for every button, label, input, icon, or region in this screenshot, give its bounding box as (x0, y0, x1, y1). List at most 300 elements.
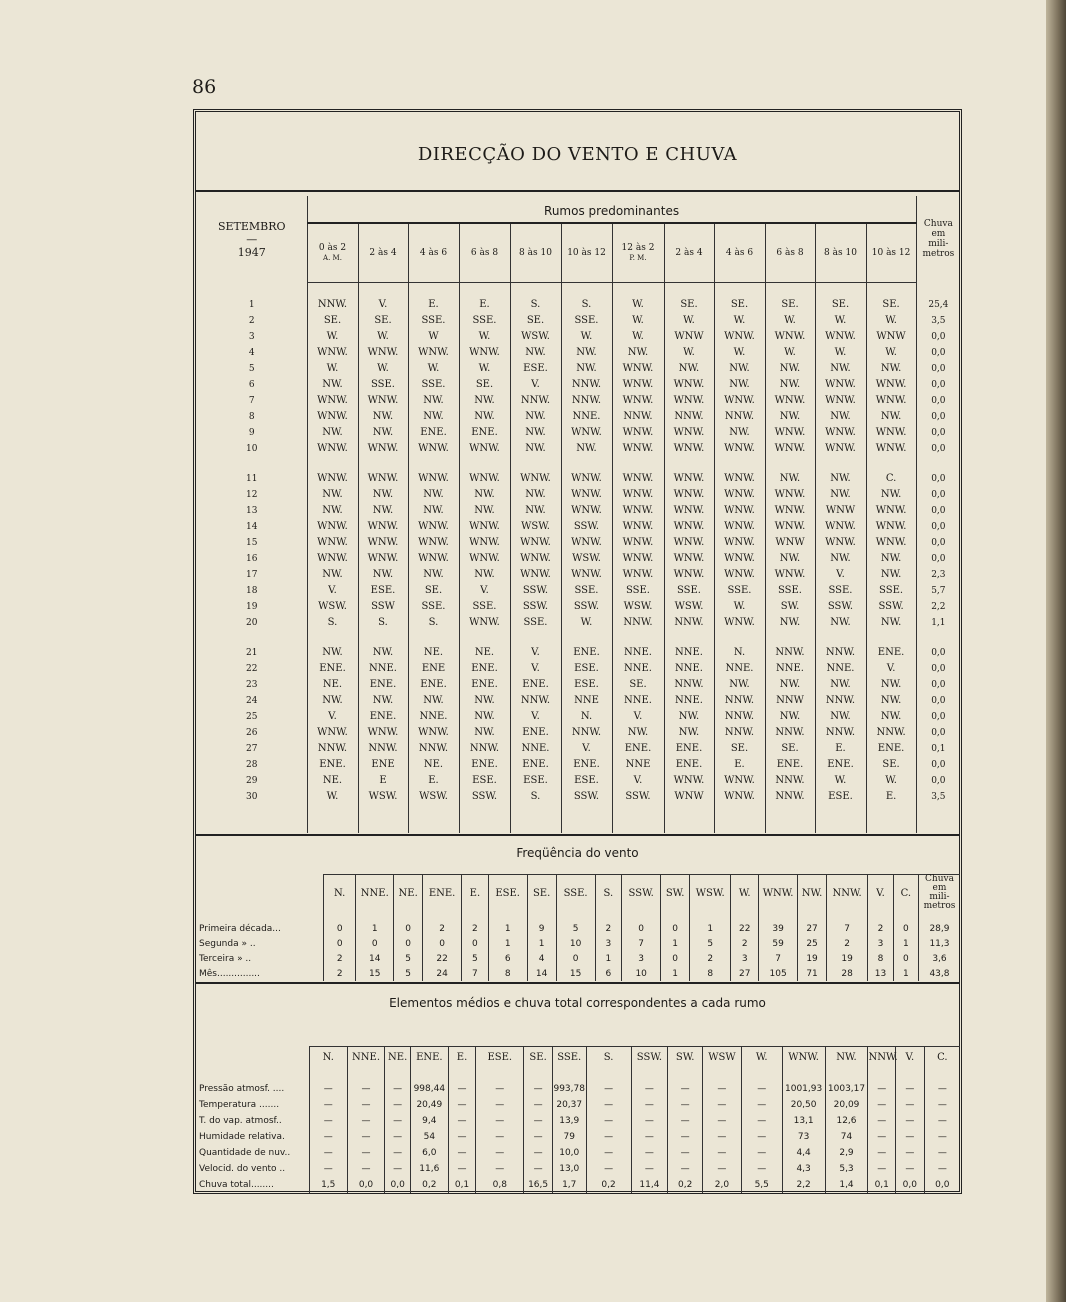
wind-direction-cell: V. (459, 583, 510, 599)
hour-header-row (197, 223, 960, 283)
hour-header (510, 223, 561, 283)
wind-direction-cell: WNW. (612, 487, 664, 503)
wind-direction-cell: ESE. (815, 789, 866, 805)
elem-cell: — (741, 1129, 782, 1145)
elem-cell: — (631, 1145, 668, 1161)
elem-cell: — (631, 1081, 668, 1097)
row-label: Mês............... (199, 968, 260, 979)
elem-cell: — (309, 1097, 347, 1113)
freq-cell: 15 (556, 966, 595, 981)
elem-cell: — (741, 1145, 782, 1161)
frequency-body (197, 911, 960, 981)
elem-column-header: WSW (703, 1047, 742, 1068)
row-label: T. do vap. atmosf.. (199, 1116, 282, 1126)
wind-direction-cell: W. (815, 345, 866, 361)
wind-direction-cell: WNW. (408, 471, 459, 487)
frequency-title: Freqüência do vento (516, 846, 639, 860)
wind-direction-cell: WNW. (815, 393, 866, 409)
elem-cell: — (476, 1081, 524, 1097)
freq-column-header: SSW. (622, 875, 661, 912)
rain-cell: 2,2 (916, 599, 960, 615)
spacer-cell (731, 911, 759, 921)
wind-direction-cell: NE. (408, 757, 459, 773)
freq-cell: 0 (324, 921, 356, 936)
table-row (197, 966, 960, 981)
day-number: 25 (246, 712, 258, 722)
table-row (197, 615, 960, 631)
wind-direction-cell: WNW. (459, 345, 510, 361)
spacer-cell (459, 631, 510, 645)
elem-cell: — (896, 1113, 925, 1129)
wind-direction-cell: WNW. (664, 471, 714, 487)
freq-cell: 0 (394, 936, 423, 951)
spacer-cell (423, 911, 462, 921)
elem-cell: — (631, 1129, 668, 1145)
spacer-cell (668, 1067, 703, 1081)
elem-cell: — (896, 1145, 925, 1161)
spacer-cell (561, 283, 612, 298)
wind-direction-cell: V. (866, 661, 916, 677)
elem-column-header: ESE. (476, 1047, 524, 1068)
freq-cell: 5 (394, 966, 423, 981)
elem-cell: 6,0 (410, 1145, 448, 1161)
spacer-cell (866, 805, 916, 833)
elem-cell: — (896, 1081, 925, 1097)
elem-cell: — (448, 1097, 476, 1113)
freq-column-header: WNW. (759, 875, 798, 912)
rain-cell: 0,0 (916, 329, 960, 345)
wind-direction-cell: NW. (765, 409, 815, 425)
freq-cell: 2 (324, 966, 356, 981)
wind-direction-cell: WNW. (765, 567, 815, 583)
freq-column-header: W. (731, 875, 759, 912)
month-label: SETEMBRO (217, 219, 286, 233)
spacer-cell (714, 283, 765, 298)
elem-cell: — (896, 1097, 925, 1113)
wind-direction-cell: NNW. (815, 693, 866, 709)
wind-direction-cell: WNW. (459, 615, 510, 631)
elem-cell: — (476, 1129, 524, 1145)
wind-direction-cell: NNW. (358, 741, 408, 757)
wind-direction-cell: WNW. (408, 725, 459, 741)
wind-direction-cell: SSW (358, 599, 408, 615)
spacer-cell (347, 1067, 385, 1081)
wind-direction-cell: SSW. (510, 583, 561, 599)
elem-cell: — (868, 1081, 896, 1097)
hour-range: 6 às 8 (470, 248, 499, 258)
elem-cell: — (448, 1129, 476, 1145)
spacer-cell (358, 283, 408, 298)
elem-cell: — (924, 1113, 960, 1129)
spacer-cell (916, 457, 960, 471)
hour-period: A. M. (323, 254, 342, 262)
freq-cell: 22 (731, 921, 759, 936)
elem-cell: 13,0 (552, 1161, 586, 1177)
freq-label-header (197, 875, 324, 912)
elem-cell: — (703, 1145, 742, 1161)
wind-direction-cell: W. (307, 361, 358, 377)
spacer-cell (197, 457, 307, 471)
wind-direction-cell: SSE. (561, 583, 612, 599)
table-row (197, 329, 960, 345)
freq-rain-header-line: Chuva (925, 874, 954, 884)
spacer-cell (664, 631, 714, 645)
wind-direction-cell: V. (612, 773, 664, 789)
wind-direction-cell: ENE. (358, 677, 408, 693)
wind-direction-cell: WNW. (358, 519, 408, 535)
wind-direction-cell: SSE. (510, 615, 561, 631)
elem-cell: — (448, 1145, 476, 1161)
rain-cell: 2,3 (916, 567, 960, 583)
wind-direction-cell: WNW. (866, 503, 916, 519)
elem-cell: 12,6 (825, 1113, 868, 1129)
freq-cell: 6 (595, 966, 621, 981)
wind-direction-cell: WSW. (664, 599, 714, 615)
wind-direction-cell: WNW. (664, 773, 714, 789)
wind-direction-cell: WNW. (664, 377, 714, 393)
wind-direction-cell: NW. (307, 645, 358, 661)
day-number: 29 (246, 776, 258, 786)
page-number: 86 (192, 76, 217, 98)
wind-direction-cell: WNW. (561, 503, 612, 519)
wind-direction-cell: NW. (561, 441, 612, 457)
wind-direction-cell: W. (866, 345, 916, 361)
elem-column-header: ENE. (410, 1047, 448, 1068)
hour-header (815, 223, 866, 283)
row-label: Primeira década... (199, 923, 281, 934)
wind-direction-cell: WNW. (664, 393, 714, 409)
freq-cell: 0 (462, 936, 488, 951)
wind-direction-cell: NNW. (866, 725, 916, 741)
spacer-cell (476, 1067, 524, 1081)
rain-cell: 0,0 (916, 661, 960, 677)
freq-cell: 25 (798, 936, 827, 951)
wind-direction-cell: NW. (408, 393, 459, 409)
rain-cell: 0,0 (916, 677, 960, 693)
spacer-row (197, 911, 960, 921)
elem-cell: — (347, 1129, 385, 1145)
elem-cell: 10,0 (552, 1145, 586, 1161)
wind-direction-cell: ENE. (510, 725, 561, 741)
spacer-cell (309, 1067, 347, 1081)
elem-cell: — (586, 1129, 631, 1145)
wind-direction-cell: WSW. (510, 329, 561, 345)
wind-direction-cell: NNW. (510, 693, 561, 709)
wind-direction-cell: ENE. (459, 757, 510, 773)
wind-direction-cell: NW. (459, 567, 510, 583)
freq-cell: 8 (868, 951, 893, 966)
elem-cell: 2,2 (782, 1177, 825, 1193)
freq-cell: 2 (595, 921, 621, 936)
elem-cell: — (703, 1097, 742, 1113)
spacer-cell (868, 911, 893, 921)
elem-column-header: SW. (668, 1047, 703, 1068)
elements-table (197, 1046, 960, 1193)
table-row (197, 741, 960, 757)
wind-direction-table (197, 196, 960, 833)
wind-direction-cell: WNW (664, 789, 714, 805)
wind-direction-cell: WNW. (664, 567, 714, 583)
row-label: Chuva total........ (199, 1180, 274, 1190)
wind-direction-cell: SW. (765, 599, 815, 615)
wind-direction-cell: WNW. (561, 567, 612, 583)
hour-header (358, 223, 408, 283)
freq-column-header: V. (868, 875, 893, 912)
wind-direction-cell: ENE. (866, 645, 916, 661)
freq-rain-cell: 3,6 (918, 951, 960, 966)
day-number: 12 (246, 490, 258, 500)
spacer-cell (459, 457, 510, 471)
wind-direction-cell: ENE (358, 757, 408, 773)
wind-direction-cell: NNW. (408, 741, 459, 757)
wind-direction-cell: V. (561, 741, 612, 757)
wind-direction-cell: SSE. (664, 583, 714, 599)
wind-direction-cell: V. (815, 567, 866, 583)
wind-direction-cell: NNE. (408, 709, 459, 725)
wind-direction-cell: ENE. (307, 757, 358, 773)
spacer-cell (488, 911, 527, 921)
wind-direction-cell: ENE (408, 661, 459, 677)
elem-cell: — (668, 1161, 703, 1177)
table-row (197, 1129, 960, 1145)
wind-direction-cell: SE. (765, 741, 815, 757)
spacer-cell (631, 1067, 668, 1081)
freq-cell: 2 (868, 921, 893, 936)
wind-direction-cell: NNW. (765, 725, 815, 741)
spacer-cell (524, 1067, 553, 1081)
wind-direction-cell: SSE. (765, 583, 815, 599)
wind-direction-cell: SSE. (408, 377, 459, 393)
wind-direction-cell: W. (307, 789, 358, 805)
table-row (197, 583, 960, 599)
rain-cell: 0,0 (916, 345, 960, 361)
wind-direction-cell: NW. (510, 487, 561, 503)
spacer-cell (798, 911, 827, 921)
wind-direction-cell: WNW. (714, 535, 765, 551)
wind-direction-cell: NW. (307, 567, 358, 583)
elements-title: Elementos médios e chuva total correspondentes a cada rumo (389, 996, 766, 1010)
table-row (197, 693, 960, 709)
wind-direction-cell: NW. (561, 361, 612, 377)
wind-direction-cell: V. (510, 377, 561, 393)
wind-direction-cell: E. (815, 741, 866, 757)
hour-range: 2 às 4 (369, 248, 397, 258)
wind-direction-cell: NW. (765, 471, 815, 487)
table-row (197, 936, 960, 951)
wind-direction-cell: ESE. (358, 583, 408, 599)
elem-cell: — (309, 1129, 347, 1145)
wind-direction-cell: SSE. (866, 583, 916, 599)
wind-direction-cell: NNW. (612, 409, 664, 425)
elem-cell: — (309, 1161, 347, 1177)
spacer-cell (893, 911, 918, 921)
spacer-cell (556, 911, 595, 921)
elem-cell: — (741, 1081, 782, 1097)
spacer-cell (612, 805, 664, 833)
wind-direction-cell: WNW. (408, 551, 459, 567)
wind-direction-cell: V. (612, 709, 664, 725)
freq-cell: 5 (394, 951, 423, 966)
table-row (197, 1113, 960, 1129)
spacer-cell (197, 631, 307, 645)
wind-direction-cell: WNW. (815, 377, 866, 393)
wind-direction-cell: WNW. (408, 519, 459, 535)
rain-cell: 0,0 (916, 773, 960, 789)
hour-period: P. M. (629, 254, 647, 262)
elem-cell: — (524, 1097, 553, 1113)
freq-cell: 2 (731, 936, 759, 951)
wind-direction-cell: WNW. (714, 503, 765, 519)
wind-direction-cell: WNW. (664, 503, 714, 519)
wind-direction-cell: NNW. (307, 297, 358, 313)
wind-direction-cell: WNW. (408, 535, 459, 551)
spacer-cell (394, 911, 423, 921)
wind-direction-cell: SE. (408, 583, 459, 599)
freq-column-header: S. (595, 875, 621, 912)
rain-cell: 0,0 (916, 409, 960, 425)
elem-cell: 11,4 (631, 1177, 668, 1193)
wind-direction-cell: SE. (510, 313, 561, 329)
hour-range: 4 às 6 (725, 248, 754, 258)
elem-cell: — (924, 1129, 960, 1145)
wind-direction-cell: WNW. (815, 441, 866, 457)
wind-direction-cell: WNW. (408, 345, 459, 361)
wind-direction-cell: NW. (358, 645, 408, 661)
freq-rain-header-line: metros (923, 901, 956, 911)
elem-cell: 20,50 (782, 1097, 825, 1113)
freq-cell: 28 (826, 966, 867, 981)
freq-cell: 7 (462, 966, 488, 981)
wind-direction-cell: NW. (664, 709, 714, 725)
wind-direction-cell: NW. (408, 693, 459, 709)
wind-direction-cell: N. (714, 645, 765, 661)
elem-cell: — (524, 1129, 553, 1145)
spacer-cell (714, 631, 765, 645)
table-row (197, 519, 960, 535)
wind-direction-cell: V. (510, 645, 561, 661)
wind-direction-cell: WNW. (612, 361, 664, 377)
freq-column-header: NW. (798, 875, 827, 912)
wind-direction-cell: WNW. (714, 551, 765, 567)
elem-cell: — (868, 1113, 896, 1129)
elem-cell: 54 (410, 1129, 448, 1145)
elem-cell: — (741, 1113, 782, 1129)
elem-cell: 13,1 (782, 1113, 825, 1129)
wind-direction-cell: W. (561, 615, 612, 631)
elem-column-header: WNW. (782, 1047, 825, 1068)
wind-direction-cell: SSE. (815, 583, 866, 599)
spacer-cell (765, 805, 815, 833)
wind-direction-cell: ENE. (664, 757, 714, 773)
elem-cell: 16,5 (524, 1177, 553, 1193)
freq-cell: 9 (527, 921, 556, 936)
wind-direction-cell: ENE. (510, 677, 561, 693)
wind-direction-cell: ENE. (612, 741, 664, 757)
wind-direction-cell: WNW. (714, 773, 765, 789)
freq-column-header: NNE. (356, 875, 394, 912)
freq-cell: 3 (622, 951, 661, 966)
day-number: 19 (246, 602, 258, 612)
spacer-cell (358, 631, 408, 645)
elem-cell: — (703, 1129, 742, 1145)
freq-cell: 7 (622, 936, 661, 951)
wind-direction-cell: SE. (664, 297, 714, 313)
table-row (197, 677, 960, 693)
elem-cell: — (586, 1081, 631, 1097)
spacer-cell (385, 1067, 411, 1081)
freq-cell: 0 (622, 921, 661, 936)
elem-cell: — (385, 1129, 411, 1145)
elem-cell: 0,0 (385, 1177, 411, 1193)
table-row (197, 599, 960, 615)
wind-direction-cell: NW. (561, 345, 612, 361)
rain-cell: 0,0 (916, 503, 960, 519)
wind-direction-cell: NW. (866, 615, 916, 631)
freq-cell: 1 (893, 966, 918, 981)
wind-direction-cell: WNW. (714, 519, 765, 535)
elem-column-header: W. (741, 1047, 782, 1068)
elem-cell: 1,4 (825, 1177, 868, 1193)
wind-direction-cell: NNE. (561, 409, 612, 425)
elem-cell: 0,0 (347, 1177, 385, 1193)
wind-direction-cell: WNW. (815, 535, 866, 551)
spacer-cell (703, 1067, 742, 1081)
elem-column-header: NNE. (347, 1047, 385, 1068)
wind-direction-cell: ENE. (561, 645, 612, 661)
elem-cell: — (668, 1145, 703, 1161)
wind-direction-cell: NW. (408, 487, 459, 503)
wind-direction-cell: WNW. (510, 567, 561, 583)
elem-cell: 998,44 (410, 1081, 448, 1097)
wind-direction-cell: WNW. (815, 425, 866, 441)
hour-range: 6 às 8 (776, 248, 804, 258)
spacer-cell (324, 911, 356, 921)
hour-header (459, 223, 510, 283)
wind-direction-cell: WNW. (765, 519, 815, 535)
wind-direction-cell: V. (307, 583, 358, 599)
freq-column-header: NNW. (826, 875, 867, 912)
spacer-cell (510, 283, 561, 298)
hour-range: 4 às 6 (419, 248, 448, 258)
wind-direction-cell: NW. (714, 677, 765, 693)
wind-direction-cell: SSE. (408, 599, 459, 615)
wind-direction-cell: ESE. (561, 661, 612, 677)
day-number: 10 (246, 444, 258, 454)
freq-cell: 2 (826, 936, 867, 951)
spacer-cell (459, 805, 510, 833)
elem-cell: 74 (825, 1129, 868, 1145)
spacer-row (197, 805, 960, 833)
frequency-table (197, 874, 960, 981)
wind-direction-cell: ENE. (358, 709, 408, 725)
wind-direction-cell: NW. (358, 425, 408, 441)
elem-cell: 20,09 (825, 1097, 868, 1113)
wind-direction-cell: WNW. (307, 345, 358, 361)
wind-direction-cell: NNE (612, 757, 664, 773)
spacer-cell (815, 283, 866, 298)
elem-column-header: C. (924, 1047, 960, 1068)
hour-header (307, 223, 358, 283)
wind-direction-cell: WNW. (714, 487, 765, 503)
month-header (197, 196, 307, 283)
spacer-cell (356, 911, 394, 921)
freq-cell: 0 (661, 951, 690, 966)
wind-direction-cell: W. (664, 345, 714, 361)
wind-direction-cell: SE. (866, 297, 916, 313)
elem-cell: 2,0 (703, 1177, 742, 1193)
rain-cell: 0,0 (916, 487, 960, 503)
wind-direction-cell: E. (459, 297, 510, 313)
